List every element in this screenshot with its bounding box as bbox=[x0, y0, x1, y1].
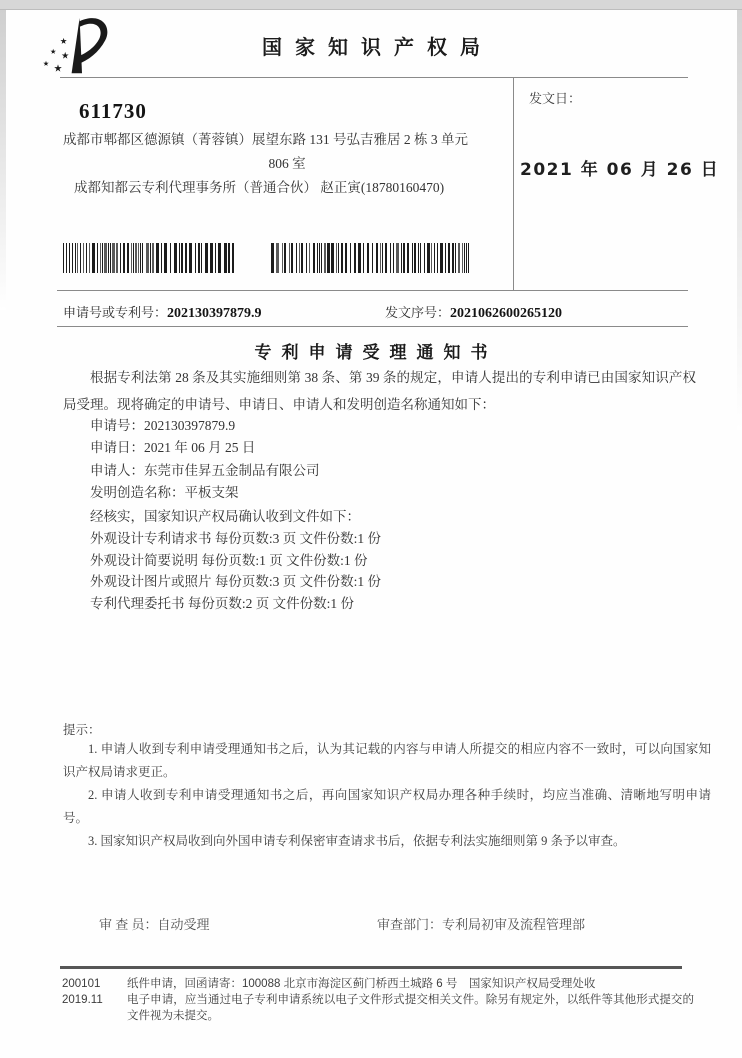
application-detail-fields bbox=[90, 415, 320, 504]
footer-instructions bbox=[127, 976, 694, 1024]
issue-date-value: 2021 年 06 月 26 日 bbox=[520, 160, 720, 180]
issue-box-divider bbox=[513, 77, 514, 290]
scan-edge-right bbox=[737, 10, 742, 430]
department-value: 专利局初审及流程管理部 bbox=[442, 917, 586, 932]
application-number-field bbox=[63, 302, 262, 322]
footer-form-date: 2019.11 bbox=[62, 994, 103, 1006]
examiner-label: 审 查 员： bbox=[99, 917, 158, 932]
tips-list bbox=[63, 738, 711, 853]
footer-paper-instruction: 纸件申请，回函请寄：100088 北京市海淀区蓟门桥西土城路 6 号 国家知识产权局受理处收 bbox=[127, 978, 596, 990]
footer-rule bbox=[60, 966, 682, 969]
footer-form-code: 200101 bbox=[62, 978, 101, 990]
tip-item-2: 2. 申请人收到专利申请受理通知书之后，再向国家知识产权局办理各种手续时，均应当准确、清晰地写明申请号。 bbox=[63, 788, 711, 825]
scan-edge-top bbox=[0, 0, 742, 10]
tip-item-3: 3. 国家知识产权局收到向外国申请专利保密审查请求书后，依据专利法实施细则第 9 条予以审查。 bbox=[88, 834, 626, 848]
reference-rule-bottom bbox=[57, 326, 688, 327]
recipient-address-line1: 成都市郫都区德源镇（菁蓉镇）展望东路 131 号弘吉雅居 2 栋 3 单元 bbox=[63, 132, 468, 147]
reference-rule-top bbox=[57, 290, 688, 291]
footer-electronic-instruction: 电子申请，应当通过电子专利申请系统以电子文件形式提交相关文件。除另有规定外，以纸件等其他形式提交的文件视为未提交。 bbox=[127, 994, 694, 1022]
recipient-address-line2: 806 室 bbox=[268, 156, 306, 171]
received-document-item: 专利代理委托书 每份页数:2 页 文件份数:1 份 bbox=[90, 596, 355, 612]
examiner-field bbox=[99, 914, 210, 933]
received-document-item: 外观设计图片或照片 每份页数:3 页 文件份数:1 份 bbox=[90, 574, 382, 590]
tip-item-1: 1. 申请人收到专利申请受理通知书之后，认为其记载的内容与申请人所提交的相应内容不一致时，可以向国家知识产权局请求更正。 bbox=[63, 742, 711, 779]
serial-number-field bbox=[385, 302, 562, 322]
application-number-value: 202130397879.9 bbox=[167, 306, 262, 321]
received-documents-intro: 经核实，国家知识产权局确认收到文件如下： bbox=[90, 509, 360, 524]
issue-date-label: 发文日： bbox=[529, 91, 582, 106]
received-document-item: 外观设计简要说明 每份页数:1 页 文件份数:1 份 bbox=[90, 552, 368, 568]
serial-number-label: 发文序号： bbox=[385, 305, 451, 320]
received-document-item: 外观设计专利请求书 每份页数:3 页 文件份数:1 份 bbox=[90, 530, 382, 546]
received-documents-list bbox=[90, 506, 381, 615]
notice-title: 专利申请受理通知书 bbox=[254, 343, 498, 362]
barcode-left bbox=[63, 243, 237, 273]
department-field bbox=[377, 914, 585, 933]
recipient-agency-line: 成都知都云专利代理事务所（普通合伙） 赵正寅(18780160470) bbox=[74, 180, 445, 195]
postal-code: 611730 bbox=[79, 99, 147, 123]
field-application-number: 申请号：202130397879.9 bbox=[90, 418, 236, 433]
org-name-title: 国家知识产权局 bbox=[262, 37, 493, 59]
serial-number-value: 2021062600265120 bbox=[450, 306, 563, 321]
application-number-label: 申请号或专利号： bbox=[63, 305, 168, 320]
header-rule bbox=[60, 77, 688, 78]
field-invention-name: 发明创造名称：平板支架 bbox=[90, 484, 239, 500]
department-label: 审查部门： bbox=[377, 917, 443, 932]
field-applicant: 申请人：东莞市佳昇五金制品有限公司 bbox=[90, 462, 320, 478]
tips-label: 提示： bbox=[63, 723, 101, 737]
field-application-date: 申请日：2021 年 06 月 25 日 bbox=[90, 440, 256, 456]
barcode-right bbox=[271, 243, 473, 273]
footer-form-codes bbox=[62, 976, 103, 1008]
notice-intro-paragraph: 根据专利法第 28 条及其实施细则第 38 条、第 39 条的规定，申请人提出的专利申请已由国家知识产权局受理。现将确定的申请号、申请日、申请人和发明创造名称通知如下： bbox=[63, 370, 696, 412]
examiner-value: 自动受理 bbox=[157, 917, 210, 932]
